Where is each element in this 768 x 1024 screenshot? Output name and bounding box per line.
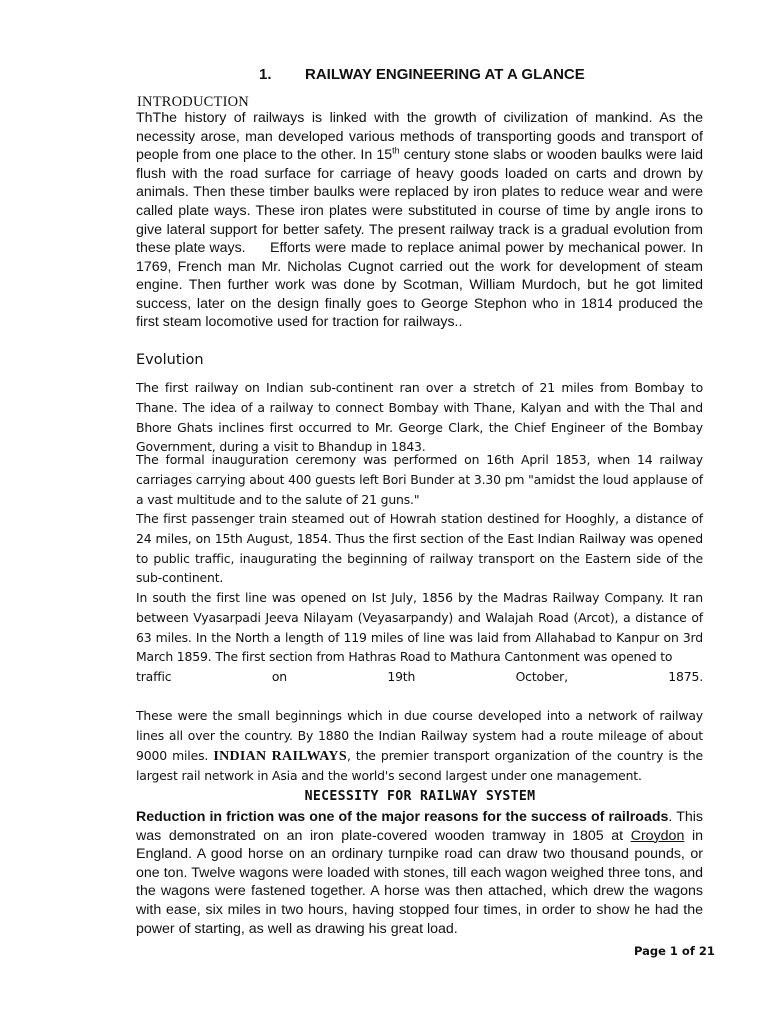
evo-p5-text-b: , the premier transport organization of the country is the largest rail network in Asia and the world's second largest under one management. [136, 747, 704, 784]
evolution-paragraph-2: The formal inauguration ceremony was performed on 16th April 1853, when 14 railway carriages carrying about 400 guests left Bori Bunder at 3.30 pm "amidst the loud applause of a vast multitude and to the salute of 21 guns." [136, 452, 703, 507]
evolution-paragraph-1: The first railway on Indian sub-continent ran over a stretch of 21 miles from Bombay to Thane. The idea of a railway to connect Bombay with Thane, Kalyan and with the Thal and Bhore Ghats inclines first occurred to Mr. George Clark, the Chief Engineer of the Bombay Government, during a visit to Bhandup in 1843. [136, 380, 703, 455]
page-footer: Page 1 of 21 [634, 944, 715, 958]
croydon-link[interactable]: Croydon [630, 827, 685, 844]
introduction-heading: INTRODUCTION [137, 94, 249, 110]
intro-text-b: century stone slabs or wooden baulks were laid flush with the road surface for carriage of heavy goods loaded on carts and drown by animals. Then these timber baulks were replaced by iron plates to reduce wear and were called plate ways. These iron plates were substituted in course of time by angle irons to give lateral support for better safety. The present railway track is a gradual evolution from these plate ways. [136, 147, 704, 257]
evo-p5-text-a: These were the small beginnings which in due course developed into a network of railway lines all over the country. By 1880 the Indian Railway system had a route mileage of about 9000 miles. [136, 708, 703, 763]
necessity-paragraph [136, 808, 703, 938]
necessity-text-a: . This was demonstrated on an iron plate-covered wooden tramway in 1805 at [136, 809, 703, 844]
evolution-paragraph-4 [136, 588, 703, 687]
evolution-paragraph-5 [136, 706, 703, 786]
indian-railways-emphasis: INDIAN RAILWAYS [213, 748, 347, 764]
intro-superscript: th [392, 145, 400, 156]
intro-p2-text: Efforts were made to replace animal power by mechanical power. In 1769, French man Mr. Nicholas Cugnot carried out the work for development of steam engine. Then further work was done by Scotman, William Murdoch, but he got limited success, later on the design finally goes to George Stephon who in 1814 produced the first steam locomotive used for traction for railways.. [136, 240, 703, 331]
necessity-bold-lead: Reduction in friction was one of the major reasons for the success of railroads [136, 809, 669, 825]
chapter-title-text: RAILWAY ENGINEERING AT A GLANCE [305, 66, 585, 83]
evolution-paragraph-3: The first passenger train steamed out of Howrah station destined for Hooghly, a distance of 24 miles, on 15th August, 1854. Thus the first section of the East Indian Railway was opened to public traffic, inaugurating the beginning of railway transport on the Eastern side of the sub-continent. [136, 511, 703, 586]
evo-p4-last-line: traffic on 19th October, 1875. [136, 669, 703, 685]
chapter-number: 1. [259, 66, 272, 83]
introduction-paragraph-2 [136, 239, 703, 332]
evo-p4-text-a: In south the first line was opened on Ist July, 1856 by the Madras Railway Company. It ran between Vyasarpadi Jeeva Nilayam (Veyasarpandy) and Walajah Road (Arcot), a distance of 63 miles. In the North a length of 119 miles of line was laid from Allahabad to Kanpur on 3rd March 1859. The first section from Hathras Road to Mathura Cantonment was opened to [136, 590, 703, 665]
necessity-text-b: in England. A good horse on an ordinary turnpike road can draw two thousand pounds, or one ton. Twelve wagons were loaded with stones, till each wagon weighed three tons, and the wagons were fastened together. A horse was then attached, which drew the wagons with ease, six miles in two hours, having stopped four times, in order to show he had the power of starting, as well as drawing his great load. [136, 827, 704, 937]
necessity-heading: NECESSITY FOR RAILWAY SYSTEM [304, 789, 536, 804]
introduction-paragraph-1 [136, 109, 703, 258]
intro-text-a: ThThe history of railways is linked with the growth of civilization of mankind. As the necessity arose, man developed various methods of transporting goods and transport of people from one place to the other. In 15 [136, 110, 703, 164]
evolution-heading: Evolution [136, 352, 204, 368]
